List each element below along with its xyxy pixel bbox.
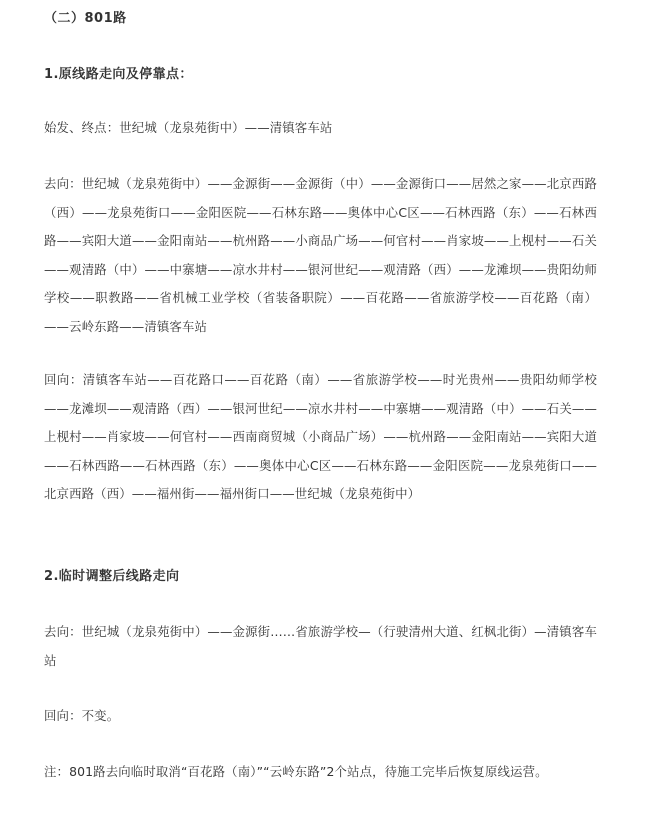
adjusted-outbound-text: 去向：世纪城（龙泉苑街中）——金源街……省旅游学校—（行驶清州大道、红枫北街）—清镇客车站 <box>44 624 597 668</box>
outbound-route-text: 去向：世纪城（龙泉苑街中）——金源街——金源街（中）——金源街口——居然之家——北京西路（西）——龙泉苑街口——金阳医院——石林东路——奥体中心C区——石林西路（东）——石林西路——宾阳大道——金阳南站——杭州路——小商品广场——何官村——肖家坡——上枧村——石关——观清路（中）——中寨塘——凉水井村——银河世纪——观清路（西）——龙滩坝——贵阳幼师学校——职教路——省机械工业学校（省装备职院）——百花路——省旅游学校——百花路（南）——云岭东路——清镇客车站 <box>44 176 597 334</box>
section-original-heading: 1.原线路走向及停靠点： <box>44 67 193 82</box>
route-title: （二）801路 <box>44 11 127 26</box>
notice-text: 注：801路去向临时取消“百花路（南）”“云岭东路”2个站点，待施工完毕后恢复原线运营。 <box>44 764 548 779</box>
adjusted-inbound-text: 回向：不变。 <box>44 708 120 723</box>
section-adjusted-heading: 2.临时调整后线路走向 <box>44 569 180 584</box>
endpoints-text: 始发、终点：世纪城（龙泉苑街中）——清镇客车站 <box>44 120 333 135</box>
inbound-route-text: 回向：清镇客车站——百花路口——百花路（南）——省旅游学校——时光贵州——贵阳幼师学校——龙滩坝——观清路（西）——银河世纪——凉水井村——中寨塘——观清路（中）——石关——上枧村——肖家坡——何官村——西南商贸城（小商品广场）——杭州路——金阳南站——宾阳大道——石林西路——石林西路（东）——奥体中心C区——石林东路——金阳医院——龙泉苑街口——北京西路（西）——福州街——福州街口——世纪城（龙泉苑街中） <box>44 372 597 501</box>
